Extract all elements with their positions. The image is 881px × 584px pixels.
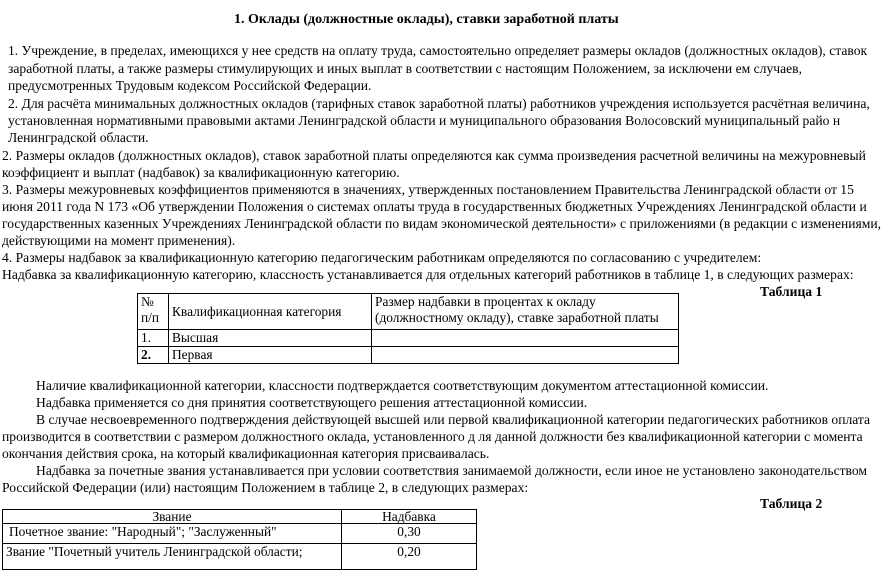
table1-caption: Таблица 1 [760,284,823,299]
paragraph-line: Надбавка за квалификационную категорию, классность устанавливается для отдельных категорий работников в таблице 1, в следующих размерах: [2,267,854,282]
table-row [138,330,679,347]
header-cell-category: Квалификационная категория [169,294,372,330]
paragraph-line: 2. Для расчёта минимальных должностных окладов (тарифных ставок заработной платы) работников учреждения используется расчётная величина, [8,96,870,111]
cell-category: Высшая [169,330,372,347]
paragraph-line: 1. Учреждение, в пределах, имеющихся у нее средств на оплату труда, самостоятельно определяет размеры окладов (должностных окладов), ставок [8,43,868,58]
paragraph-line: Ленинградской области. [8,130,149,145]
paragraph-line: В случае несвоевременного подтверждения действующей высшей или первой квалификационной категории педагогических работников оплата [36,412,871,427]
section-title: 1. Оклады (должностные оклады), ставки заработной платы [234,12,619,27]
header-cell-bonus: Надбавка [342,510,477,524]
table2-caption: Таблица 2 [760,496,823,511]
cell-bonus: 0,20 [342,544,477,570]
cell-amount [372,347,679,364]
paragraph-line: производится в соответствии с размером должностного оклада, установленного д ля данной должности без квалификационной категории с момента [2,429,863,444]
cell-amount [372,330,679,347]
paragraph-line: 4. Размеры надбавок за квалификационную категорию педагогическим работникам определяются по согласованию с учредителем: [2,250,762,265]
header-cell-title: Звание [3,510,342,524]
paragraph-line: Надбавка применяется со дня принятия соответствующего решения аттестационной комиссии. [36,395,588,410]
paragraph-line: действующими на момент применения). [2,233,236,248]
header-cell-number: № п/п [138,294,169,330]
cell-number: 2. [138,347,169,364]
paragraph-line: Надбавка за почетные звания устанавливается при условии соответствия занимаемой должности, если иное не установлено законодательством [36,463,868,478]
paragraph-line: июня 2011 года N 173 «Об утверждении Положения о системах оплаты труда в государственных бюджетных Учреждениях Ленинградской области и [2,199,867,214]
header-cell-amount: Размер надбавки в процентах к окладу (должностному окладу), ставке заработной платы [372,294,679,330]
cell-number: 1. [138,330,169,347]
paragraph-line: заработной платы, а также размеры стимулирующих и иных выплат в соответствии с настоящим Положением, за исключени ем случаев, [8,61,802,76]
paragraph-line: Наличие квалификационной категории, классности подтверждается соответствующим документом аттестационной комиссии. [36,378,769,393]
paragraph-line: государственных казенных Учреждениях Ленинградской области по видам экономической деятельности» с приложениями (в редакции с изменениями, [2,216,881,231]
cell-title: Почетное звание: "Народный"; "Заслуженный" [3,524,342,544]
table-row [138,347,679,364]
table-row [3,544,477,570]
cell-bonus: 0,30 [342,524,477,544]
table-2 [2,509,477,570]
paragraph-line: установленная нормативными правовыми актами Ленинградской области и муниципального образования Волосовский муниципальный райо н [8,113,841,128]
paragraph-line: 3. Размеры межуровневых коэффициентов применяются в значениях, утвержденных постановлением Правительства Ленинградской области от 15 [2,182,854,197]
table-row [3,524,477,544]
cell-title: Звание "Почетный учитель Ленинградской области; [3,544,342,570]
paragraph-line: Российской Федерации (или) настоящим Положением в таблице 2, в следующих размерах: [2,480,529,495]
paragraph-line: окончания действия срока, на который квалификационная категория присваивалась. [2,446,490,461]
table-1 [137,293,679,364]
cell-category: Первая [169,347,372,364]
paragraph-line: 2. Размеры окладов (должностных окладов), ставок заработной платы определяются как сумма произведения расчетной величины на межуровневый [2,148,866,163]
table-header-row [138,294,679,330]
paragraph-line: предусмотренных Трудовым кодексом Российской Федерации. [8,78,372,93]
paragraph-line: коэффициент и выплат (надбавок) за квалификационную категорию. [2,165,400,180]
table-header-row [3,510,477,524]
